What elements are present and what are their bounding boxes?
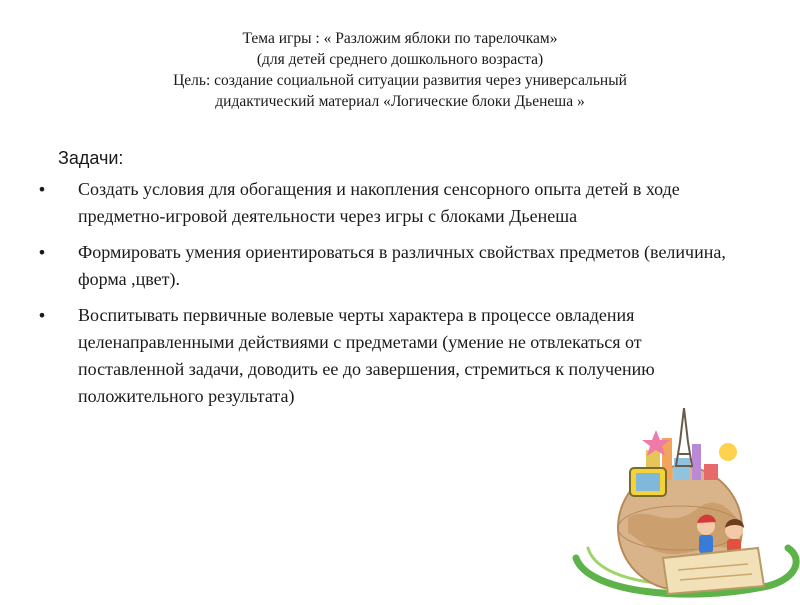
goal-line-2: дидактический материал «Логические блоки Дьенеша » bbox=[215, 93, 585, 110]
children-on-globe-icon bbox=[568, 408, 800, 600]
slide-title bbox=[60, 28, 740, 112]
list-item bbox=[32, 176, 742, 230]
tasks-list bbox=[32, 176, 742, 419]
bullet-icon: • bbox=[37, 306, 47, 325]
game-theme: Тема игры : « Разложим яблоки по тарелочкам» bbox=[242, 30, 558, 47]
tasks-heading: Задачи: bbox=[58, 148, 124, 168]
list-item bbox=[32, 239, 742, 293]
task-text: Создать условия для обогащения и накопления сенсорного опыта детей в ходе предметно-игровой деятельности через игры с блоками Дьенеша bbox=[78, 179, 680, 226]
task-text: Воспитывать первичные волевые черты характера в процессе овладения целенаправленными действиями с предметами (умение не отвлекаться от поставленной задачи, доводить ее до завершения, стремиться к получению положительного результата) bbox=[78, 305, 655, 406]
list-item bbox=[32, 302, 742, 410]
goal-line-1: Цель: создание социальной ситуации развития через универсальный bbox=[173, 72, 627, 89]
bullet-icon: • bbox=[37, 243, 47, 262]
bullet-icon: • bbox=[37, 180, 47, 199]
task-text: Формировать умения ориентироваться в различных свойствах предметов (величина, форма ,цвет). bbox=[78, 242, 726, 289]
age-group: (для детей среднего дошкольного возраста) bbox=[256, 51, 544, 68]
